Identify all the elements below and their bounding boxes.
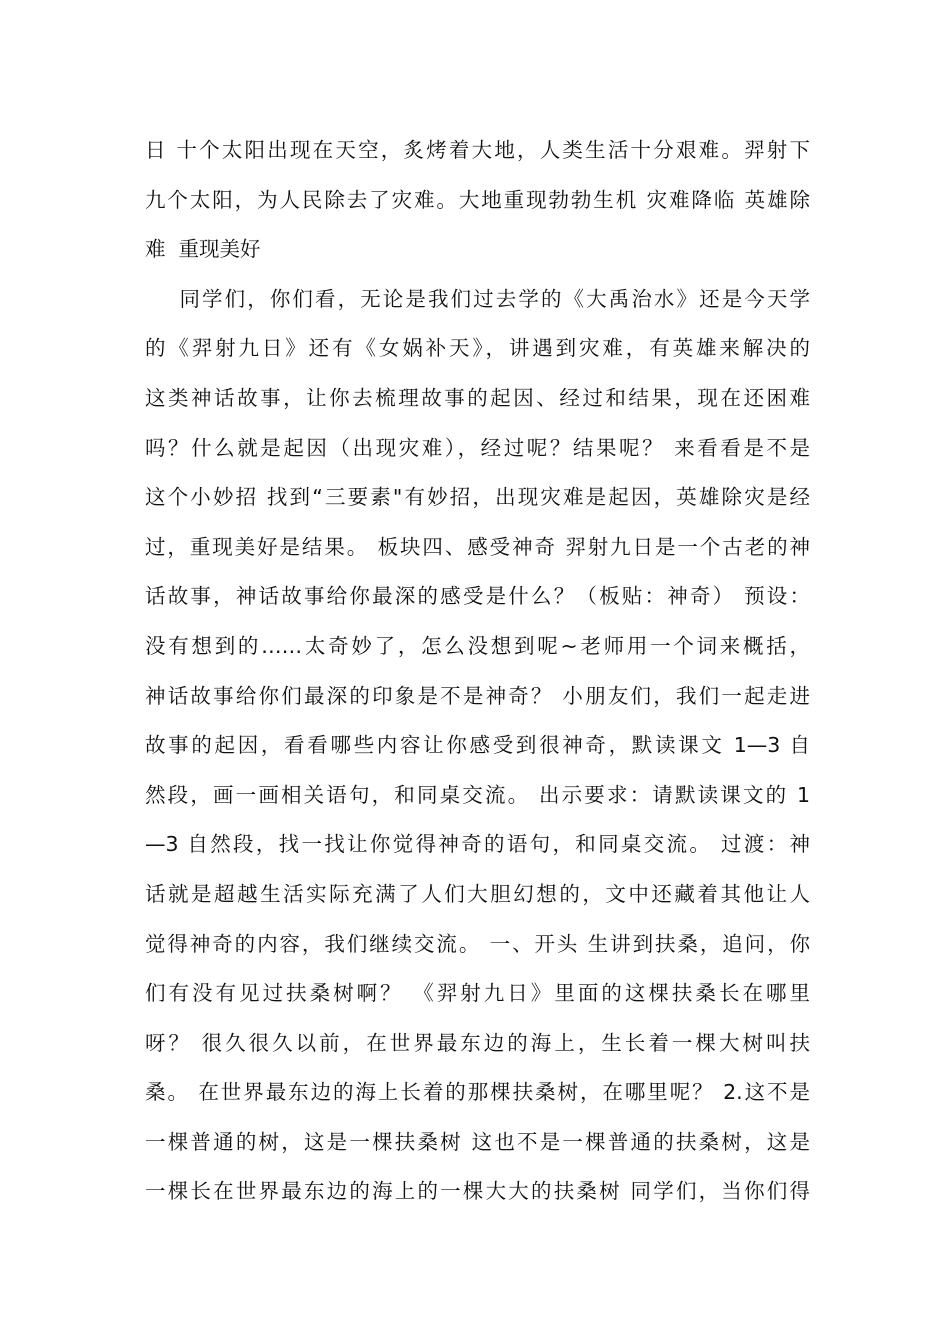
text-line: 吗？什么就是起因（出现灾难），经过呢？结果呢？ 来看看是不是 [145,435,810,460]
text-line: 难 重现美好 [145,237,261,262]
text-line: 觉得神奇的内容，我们继续交流。 一、开头 生讲到扶桑，追问，你 [145,931,810,956]
text-line: 没有想到的……太奇妙了，怎么没想到呢~老师用一个词来概括， [145,633,810,658]
text-line: 这类神话故事，让你去梳理故事的起因、经过和结果，现在还困难 [145,385,810,410]
text-line: 们有没有见过扶桑树啊？ 《羿射九日》里面的这棵扶桑长在哪里 [145,981,810,1006]
text-line: 这个小妙招 找到“三要素"有妙招，出现灾难是起因，英雄除灾是经 [145,485,810,510]
text-line: 同学们，你们看，无论是我们过去学的《大禹治水》还是今天学 [145,286,810,311]
text-line: 的《羿射九日》还有《女娲补天》，讲遇到灾难，有英雄来解决的 [145,336,810,361]
text-line: 一棵长在世界最东边的海上的一棵大大的扶桑树 同学们，当你们得 [145,1179,810,1204]
text-line: 然段，画一画相关语句，和同桌交流。 出示要求：请默读课文的 1 [145,782,810,807]
text-line: 过，重现美好是结果。 板块四、感受神奇 羿射九日是一个古老的神 [145,534,810,559]
text-line: 日 十个太阳出现在天空，炙烤着大地，人类生活十分艰难。羿射下 [145,138,810,162]
text-line: 神话故事给你们最深的印象是不是神奇？ 小朋友们，我们一起走进 [145,683,810,708]
text-line: 话故事，神话故事给你最深的感受是什么？（板贴：神奇） 预设： [145,584,810,609]
document-body [145,126,810,1217]
text-line: 话就是超越生活实际充满了人们大胆幻想的，文中还藏着其他让人 [145,881,810,906]
text-line: 一棵普通的树，这是一棵扶桑树 这也不是一棵普通的扶桑树，这是 [145,1129,810,1154]
text-line: 故事的起因，看看哪些内容让你感受到很神奇，默读课文 1—3 自 [145,733,810,758]
text-line: 呀？ 很久很久以前，在世界最东边的海上，生长着一棵大树叫扶 [145,1030,810,1055]
text-line: —3 自然段，找一找让你觉得神奇的语句，和同桌交流。 过渡：神 [145,832,810,857]
text-line: 九个太阳，为人民除去了灾难。大地重现勃勃生机 灾难降临 英雄除 [145,187,810,212]
text-line: 桑。 在世界最东边的海上长着的那棵扶桑树，在哪里呢？ 2.这不是 [145,1080,810,1105]
